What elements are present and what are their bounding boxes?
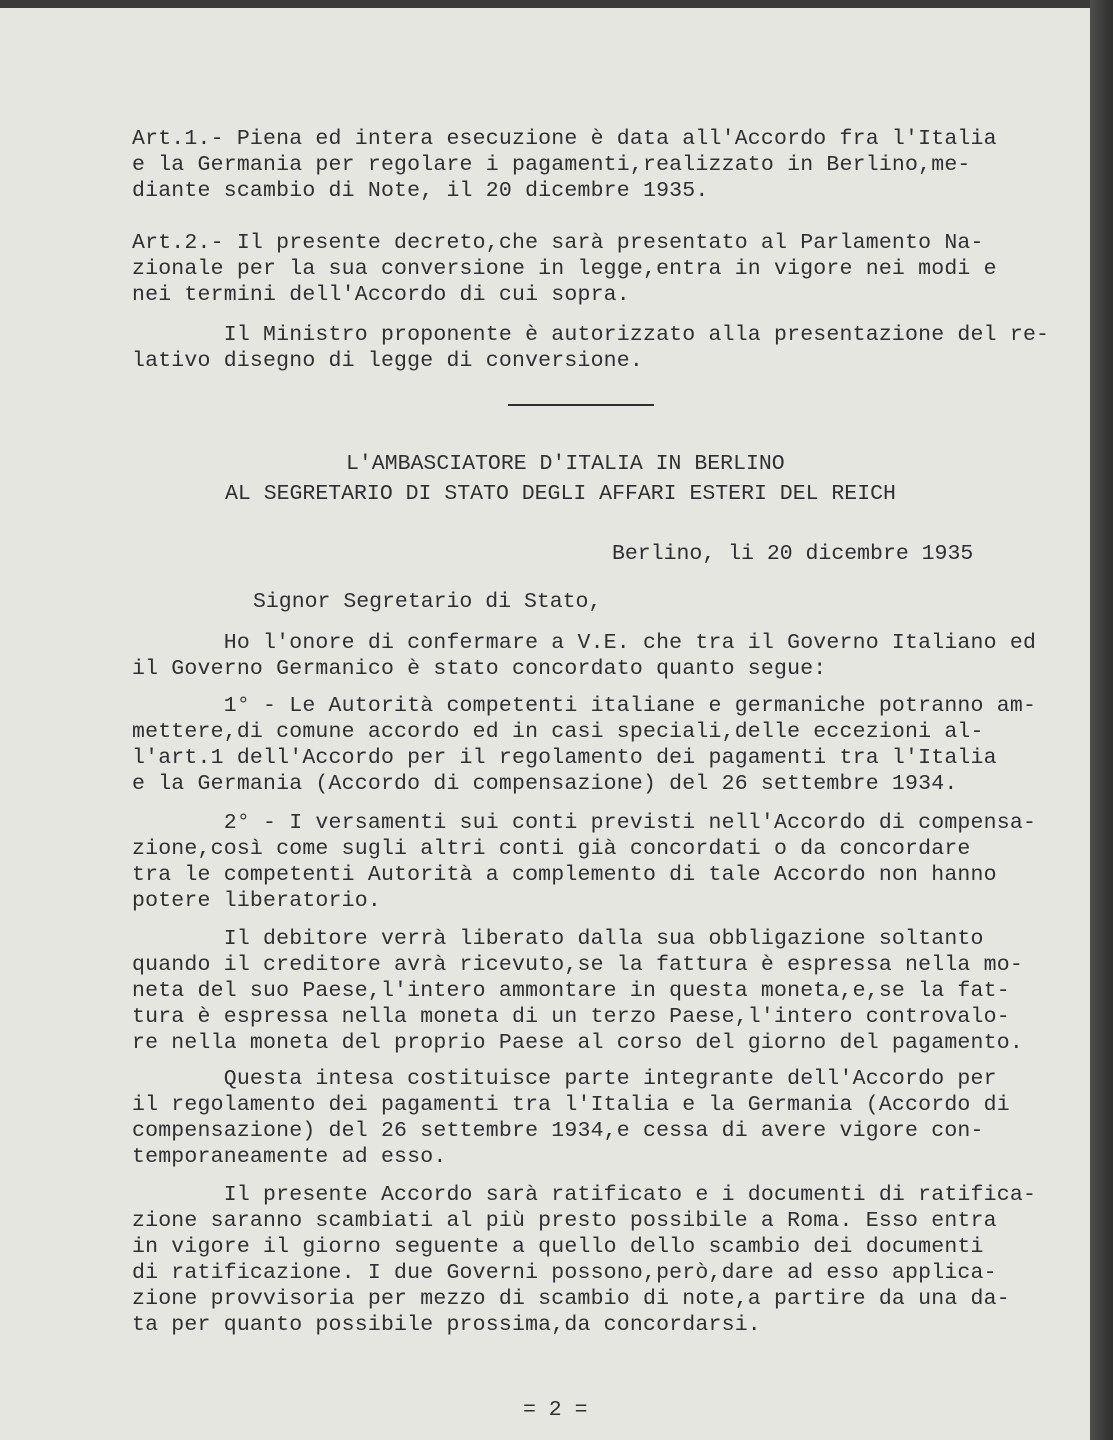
section-divider <box>508 404 654 406</box>
article-1 <box>132 126 1032 204</box>
text-line: il regolamento dei pagamenti tra l'Italia e la Germania (Accordo di <box>132 1093 1010 1117</box>
text-line: lativo disegno di legge di conversione. <box>132 349 643 373</box>
text-line: tra le competenti Autorità a complemento di tale Accordo non hanno <box>132 863 997 887</box>
text-line: l'art.1 dell'Accordo per il regolamento dei pagamenti tra l'Italia <box>132 746 997 770</box>
debtor-paragraph <box>132 926 1032 1056</box>
text-line: il Governo Germanico è stato concordato quanto segue: <box>132 657 827 681</box>
text-line: re nella moneta del proprio Paese al corso del giorno del pagamento. <box>132 1031 1023 1055</box>
text-line: potere liberatorio. <box>132 889 381 913</box>
text-line: ta per quanto possibile prossima,da concordarsi. <box>132 1313 761 1337</box>
text-line: Questa intesa costituisce parte integrante dell'Accordo per <box>132 1067 997 1091</box>
ratification-paragraph <box>132 1182 1037 1338</box>
scan-page-edge <box>1090 0 1113 1440</box>
text-line: e la Germania per regolare i pagamenti,realizzato in Berlino,me- <box>132 153 971 177</box>
text-line: quando il creditore avrà ricevuto,se la fattura è espressa nella mo- <box>132 953 1023 977</box>
text-line: compensazione) del 26 settembre 1934,e cessa di avere vigore con- <box>132 1119 984 1143</box>
text-line: 2° - I versamenti sui conti previsti nell'Accordo di compensa- <box>132 811 1037 835</box>
text-line: tura è espressa nella moneta di un terzo Paese,l'intero controvalo- <box>132 1005 1010 1029</box>
letter-heading-line-2: AL SEGRETARIO DI STATO DEGLI AFFARI ESTERI DEL REICH <box>225 482 896 506</box>
text-line: Ho l'onore di confermare a V.E. che tra il Governo Italiano ed <box>132 631 1037 655</box>
text-line: temporaneamente ad esso. <box>132 1145 447 1169</box>
letter-heading-line-1: L'AMBASCIATORE D'ITALIA IN BERLINO <box>346 452 785 476</box>
article-2 <box>132 230 1032 308</box>
text-line: Il debitore verrà liberato dalla sua obbligazione soltanto <box>132 927 984 951</box>
text-line: zione saranno scambiati al più presto possibile a Roma. Esso entra <box>132 1209 997 1233</box>
page-number: = 2 = <box>523 1398 588 1422</box>
text-line: in vigore il giorno seguente a quello dello scambio dei documenti <box>132 1235 984 1259</box>
text-line: di ratificazione. I due Governi possono,però,dare ad esso applica- <box>132 1261 997 1285</box>
text-line: Art.1.- Piena ed intera esecuzione è data all'Accordo fra l'Italia <box>132 127 997 151</box>
document-page <box>0 8 1090 1440</box>
text-line: Il presente Accordo sarà ratificato e i documenti di ratifica- <box>132 1183 1037 1207</box>
text-line: nei termini dell'Accordo di cui sopra. <box>132 283 630 307</box>
text-line: Il Ministro proponente è autorizzato alla presentazione del re- <box>132 323 1050 347</box>
minister-paragraph <box>132 322 1050 374</box>
text-line: Art.2.- Il presente decreto,che sarà presentato al Parlamento Na- <box>132 231 984 255</box>
agreement-paragraph <box>132 1066 1032 1170</box>
scan-top-band <box>0 0 1113 8</box>
text-line: e la Germania (Accordo di compensazione) del 26 settembre 1934. <box>132 772 958 796</box>
point-2 <box>132 810 1037 914</box>
text-line: 1° - Le Autorità competenti italiane e germaniche potranno am- <box>132 694 1037 718</box>
text-line: zione provvisoria per mezzo di scambio di note,a partire da una da- <box>132 1287 1010 1311</box>
text-line: neta del suo Paese,l'intero ammontare in questa moneta,e,se la fat- <box>132 979 1010 1003</box>
point-1 <box>132 693 1037 797</box>
letter-date: Berlino, li 20 dicembre 1935 <box>612 542 974 566</box>
text-line: zione,così come sugli altri conti già concordati o da concordare <box>132 837 971 861</box>
text-line: mettere,di comune accordo ed in casi speciali,delle eccezioni al- <box>132 720 984 744</box>
salutation: Signor Segretario di Stato, <box>253 590 602 614</box>
intro-paragraph <box>132 630 1037 682</box>
text-line: zionale per la sua conversione in legge,entra in vigore nei modi e <box>132 257 997 281</box>
text-line: diante scambio di Note, il 20 dicembre 1935. <box>132 179 709 203</box>
